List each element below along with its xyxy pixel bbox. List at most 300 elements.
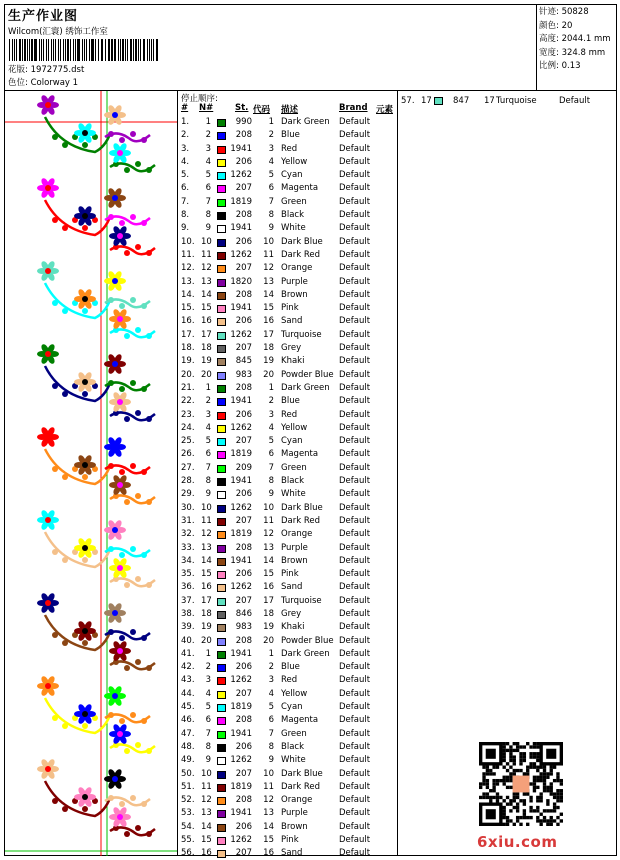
barcode-bar [92, 39, 94, 61]
stat-label: 针迹: [539, 7, 559, 17]
row-code: 11 [263, 781, 274, 792]
row-brand: Default [339, 263, 371, 274]
qr-module [506, 769, 509, 772]
row-code: 15 [263, 303, 274, 314]
row-code: 3 [268, 409, 274, 420]
barcode-bar [156, 39, 158, 61]
row-brand: Default [339, 555, 371, 566]
qr-module [533, 786, 536, 789]
leaf-dot [135, 327, 141, 333]
qr-module [516, 792, 519, 795]
leaf-dot [135, 493, 141, 499]
leaf-dot [124, 665, 130, 671]
row-description: Cyan [281, 702, 303, 713]
barcode-bar [118, 39, 119, 61]
row-stitches: 990 [235, 117, 252, 127]
color-swatch [217, 318, 226, 326]
flower-center [112, 361, 118, 367]
table-row [178, 169, 398, 182]
qr-module [509, 772, 512, 775]
qr-module [526, 772, 529, 775]
row-needle: 7 [205, 728, 211, 739]
barcode-bar [75, 39, 76, 61]
qr-module [503, 759, 506, 762]
row-needle: 14 [201, 821, 212, 832]
qr-module [523, 802, 526, 805]
leaf-dot [82, 142, 88, 148]
barcode-bar [9, 39, 10, 61]
qr-module [492, 779, 495, 782]
row-description: Brown [281, 555, 308, 566]
barcode-bar [84, 39, 85, 61]
qr-module [550, 769, 553, 772]
row-code: 5 [268, 436, 274, 447]
row-code: 11 [263, 249, 274, 260]
row-description: Magenta [281, 183, 319, 194]
row-brand: Default [339, 476, 371, 487]
row-stitches: 983 [235, 622, 252, 633]
leaf-dot [124, 582, 130, 588]
col-header-needle: N# [199, 103, 214, 113]
qr-module [519, 755, 522, 758]
row-description: Pink [281, 303, 299, 314]
qr-module [543, 779, 546, 782]
table-row [178, 581, 398, 594]
leaf-dot [52, 632, 58, 638]
row-description: Purple [281, 542, 308, 553]
flower-center [45, 517, 51, 523]
row-needle: 7 [205, 196, 211, 207]
qr-module [553, 792, 556, 795]
row-brand: Default [339, 635, 371, 646]
qr-module [503, 799, 506, 802]
row-brand: Default [339, 795, 371, 806]
row-index: 19. [181, 356, 195, 367]
stat-scale [539, 60, 616, 74]
qr-module [536, 755, 539, 758]
qr-module [519, 816, 522, 819]
flower-center [45, 351, 51, 357]
row-description: Orange [281, 795, 313, 806]
row-description: Powder Blue [281, 369, 334, 380]
row-description: Blue [281, 130, 300, 141]
row-code: 1 [268, 648, 274, 659]
qr-module [482, 776, 485, 779]
qr-module [479, 782, 482, 785]
qr-module [516, 806, 519, 809]
row-brand: Default [339, 808, 371, 819]
leaf-dot [119, 469, 125, 475]
qr-module [506, 762, 509, 765]
qr-module [492, 766, 495, 769]
leaf-dot [52, 300, 58, 306]
qr-module [523, 752, 526, 755]
qr-module [503, 745, 506, 748]
stat-value: 2044.1 mm [561, 34, 611, 44]
barcode-bar [147, 39, 148, 61]
qr-module [506, 802, 509, 805]
row-index: 37. [181, 595, 195, 606]
row-stitches: 206 [235, 489, 252, 500]
row-description: Khaki [281, 356, 305, 367]
row-needle: 9 [205, 755, 211, 766]
flower-center [45, 102, 51, 108]
color-swatch [217, 797, 226, 805]
leaf-dot [146, 416, 152, 422]
row-index: 26. [181, 449, 195, 460]
qr-module [513, 799, 516, 802]
row-description: Pink [281, 569, 299, 580]
barcode-bar [130, 39, 132, 61]
qr-module [496, 766, 499, 769]
qr-finder [486, 809, 496, 819]
table-row [178, 794, 398, 807]
color-swatch [217, 638, 226, 646]
row-needle: 4 [205, 156, 211, 167]
row-index: 5. [181, 170, 190, 181]
row-brand: Default [559, 96, 591, 106]
table-row [178, 249, 398, 262]
qr-module [556, 823, 559, 826]
qr-module [529, 766, 532, 769]
qr-module [516, 742, 519, 745]
row-index: 8. [181, 210, 190, 221]
table-row [178, 608, 398, 621]
flower-center [117, 814, 123, 820]
barcode-bar [89, 39, 90, 61]
row-code: 18 [263, 343, 274, 354]
row-index: 7. [181, 196, 190, 207]
row-index: 25. [181, 436, 195, 447]
row-needle: 5 [205, 436, 211, 447]
row-brand: Default [339, 449, 371, 460]
qr-module [546, 776, 549, 779]
qr-module [499, 796, 502, 799]
leaf-dot [108, 795, 114, 801]
leaf-dot [124, 416, 130, 422]
qr-module [496, 779, 499, 782]
leaf-dot [119, 386, 125, 392]
row-index: 43. [181, 675, 195, 686]
qr-module [550, 786, 553, 789]
qr-module [556, 799, 559, 802]
row-brand: Default [339, 569, 371, 580]
leaf-dot [146, 499, 152, 505]
row-brand: Default [339, 542, 371, 553]
qr-module [503, 782, 506, 785]
flower-center [117, 399, 123, 405]
flower-center [117, 482, 123, 488]
qr-module [536, 752, 539, 755]
qr-module [503, 742, 506, 745]
row-stitches: 1941 [230, 808, 252, 819]
row-needle: 3 [205, 143, 211, 154]
production-sheet [4, 4, 617, 859]
row-brand: Default [339, 715, 371, 726]
leaf-dot [119, 718, 125, 724]
leaf-dot [130, 297, 136, 303]
row-needle: 3 [205, 675, 211, 686]
row-needle: 16 [201, 848, 212, 859]
stop-sequence-label: 停止顺序: [181, 94, 218, 104]
barcode-bar [82, 39, 84, 61]
row-index: 48. [181, 741, 195, 752]
qr-module [543, 772, 546, 775]
leaf-dot [52, 798, 58, 804]
color-swatch [217, 571, 226, 579]
row-stitches: 1941 [230, 648, 252, 659]
barcode-bar [29, 39, 31, 61]
row-index: 53. [181, 808, 195, 819]
qr-module [516, 749, 519, 752]
row-code: 17 [263, 329, 274, 340]
qr-module [509, 786, 512, 789]
row-description: Pink [281, 835, 299, 846]
row-description: Brown [281, 821, 308, 832]
qr-module [546, 799, 549, 802]
qr-module [492, 786, 495, 789]
qr-module [482, 792, 485, 795]
table-row [178, 236, 398, 249]
qr-module [486, 779, 489, 782]
row-code: 7 [268, 462, 274, 473]
qr-module [516, 745, 519, 748]
flower-center [112, 527, 118, 533]
color-swatch [217, 292, 226, 300]
row-description: Black [281, 210, 304, 221]
qr-module [509, 759, 512, 762]
qr-module [519, 745, 522, 748]
row-description: Orange [281, 529, 313, 540]
row-brand: Default [339, 170, 371, 181]
qr-module [539, 772, 542, 775]
row-index: 29. [181, 489, 195, 500]
row-index: 39. [181, 622, 195, 633]
row-needle: 13 [201, 542, 212, 553]
table-row [178, 648, 398, 661]
table-row [178, 222, 398, 235]
qr-module [509, 819, 512, 822]
row-index: 33. [181, 542, 195, 553]
row-description: Dark Red [281, 781, 321, 792]
barcode-bar [24, 39, 26, 61]
leaf-dot [52, 715, 58, 721]
row-brand: Default [339, 276, 371, 287]
row-needle: 6 [205, 715, 211, 726]
row-needle: 2 [205, 130, 211, 141]
row-needle: 11 [201, 249, 212, 260]
qr-module [536, 796, 539, 799]
qr-module [503, 755, 506, 758]
qr-module [536, 799, 539, 802]
qr-module [489, 772, 492, 775]
leaf-dot [82, 640, 88, 646]
row-stitches: 1941 [230, 555, 252, 566]
barcode-bar [14, 39, 15, 61]
qr-module [516, 802, 519, 805]
leaf-dot [141, 303, 147, 309]
row-description: Black [281, 476, 304, 487]
table-row [178, 488, 398, 501]
stat-label: 颜色: [539, 20, 559, 31]
color-swatch [217, 358, 226, 366]
row-code: 8 [268, 476, 274, 487]
row-code: 3 [268, 143, 274, 154]
row-index: 34. [181, 555, 195, 566]
leaf-dot [141, 718, 147, 724]
leaf-dot [124, 250, 130, 256]
row-index: 12. [181, 263, 195, 274]
row-stitches: 1819 [230, 781, 252, 792]
qr-module [556, 816, 559, 819]
qr-module [486, 792, 489, 795]
color-swatch [217, 744, 226, 752]
qr-module [560, 792, 563, 795]
row-index: 27. [181, 462, 195, 473]
row-code: 9 [268, 223, 274, 234]
barcode-bar [127, 39, 128, 61]
leaf-dot [141, 220, 147, 226]
row-stitches: 208 [235, 289, 252, 300]
row-brand: Default [339, 489, 371, 500]
row-description: White [281, 223, 306, 234]
row-needle: 17 [421, 96, 432, 106]
flower-center [82, 628, 88, 634]
leaf-dot [82, 391, 88, 397]
row-index: 16. [181, 316, 195, 327]
row-code: 8 [268, 741, 274, 752]
leaf-dot [52, 549, 58, 555]
row-brand: Default [339, 502, 371, 513]
leaf-dot [62, 308, 68, 314]
row-stitches: 1262 [230, 502, 252, 513]
table-row [178, 754, 398, 767]
row-stitches: 1262 [230, 835, 252, 846]
row-code: 2 [268, 662, 274, 673]
leaf-dot [146, 831, 152, 837]
row-brand: Default [339, 675, 371, 686]
qr-module [496, 792, 499, 795]
barcode [9, 39, 159, 61]
leaf-dot [52, 217, 58, 223]
color-swatch [217, 784, 226, 792]
row-brand: Default [339, 249, 371, 260]
color-swatch [217, 332, 226, 340]
row-index: 42. [181, 662, 195, 673]
row-code: 17 [263, 595, 274, 606]
barcode-bar [153, 39, 155, 61]
row-description: Dark Red [281, 515, 321, 526]
qr-module [546, 802, 549, 805]
qr-module [506, 776, 509, 779]
leaf-dot [141, 386, 147, 392]
color-swatch [217, 704, 226, 712]
table-row [178, 595, 398, 608]
color-swatch [217, 212, 226, 220]
table-row [178, 422, 398, 435]
table-row [178, 342, 398, 355]
row-stitches: 206 [235, 409, 252, 420]
qr-module [513, 806, 516, 809]
row-description: Cyan [281, 436, 303, 447]
leaf-dot [62, 474, 68, 480]
flower-center [117, 316, 123, 322]
qr-module [492, 789, 495, 792]
row-description: Turquoise [281, 595, 322, 606]
leaf-dot [119, 137, 125, 143]
color-swatch [217, 584, 226, 592]
row-index: 40. [181, 635, 195, 646]
row-needle: 7 [205, 462, 211, 473]
barcode-bar [105, 39, 107, 61]
leaf-dot [130, 546, 136, 552]
row-code: 4 [268, 156, 274, 167]
row-brand: Default [339, 662, 371, 673]
qr-module [492, 782, 495, 785]
qr-module [543, 809, 546, 812]
row-stitches: 1262 [230, 329, 252, 340]
qr-module [553, 806, 556, 809]
barcode-bar [31, 39, 33, 61]
qr-module [543, 776, 546, 779]
row-brand: Default [339, 409, 371, 420]
barcode-bar [39, 39, 40, 61]
flower-center [112, 776, 118, 782]
row-index: 20. [181, 369, 195, 380]
row-needle: 12 [201, 795, 212, 806]
qr-finder [486, 749, 496, 759]
qr-module [503, 809, 506, 812]
row-description: Purple [281, 276, 308, 287]
row-code: 7 [268, 196, 274, 207]
leaf-dot [62, 142, 68, 148]
qr-module [536, 809, 539, 812]
table-row [178, 807, 398, 820]
row-needle: 16 [201, 316, 212, 327]
qr-module [486, 772, 489, 775]
row-code: 20 [263, 369, 274, 380]
row-code: 6 [268, 715, 274, 726]
row-index: 4. [181, 156, 190, 167]
flower-center [82, 462, 88, 468]
row-description: Dark Green [281, 117, 330, 127]
row-code: 20 [263, 635, 274, 646]
qr-module [553, 819, 556, 822]
color-swatch [217, 425, 226, 433]
row-needle: 14 [201, 289, 212, 300]
row-brand: Default [339, 821, 371, 832]
color-swatch [217, 119, 226, 127]
qr-module [482, 779, 485, 782]
row-stitches: 1941 [230, 728, 252, 739]
row-stitches: 209 [235, 462, 252, 473]
leaf-dot [130, 380, 136, 386]
leaf-dot [146, 665, 152, 671]
barcode-bar [73, 39, 74, 61]
table-row [178, 515, 398, 528]
row-stitches: 207 [235, 688, 252, 699]
qr-module [529, 755, 532, 758]
flower-center [112, 610, 118, 616]
row-code: 13 [263, 276, 274, 287]
row-brand: Default [339, 422, 371, 433]
row-brand: Default [339, 622, 371, 633]
row-code: 10 [263, 768, 274, 779]
row-code: 17 [484, 96, 495, 106]
row-stitches: 206 [235, 662, 252, 673]
qr-module [506, 819, 509, 822]
table-row [178, 302, 398, 315]
